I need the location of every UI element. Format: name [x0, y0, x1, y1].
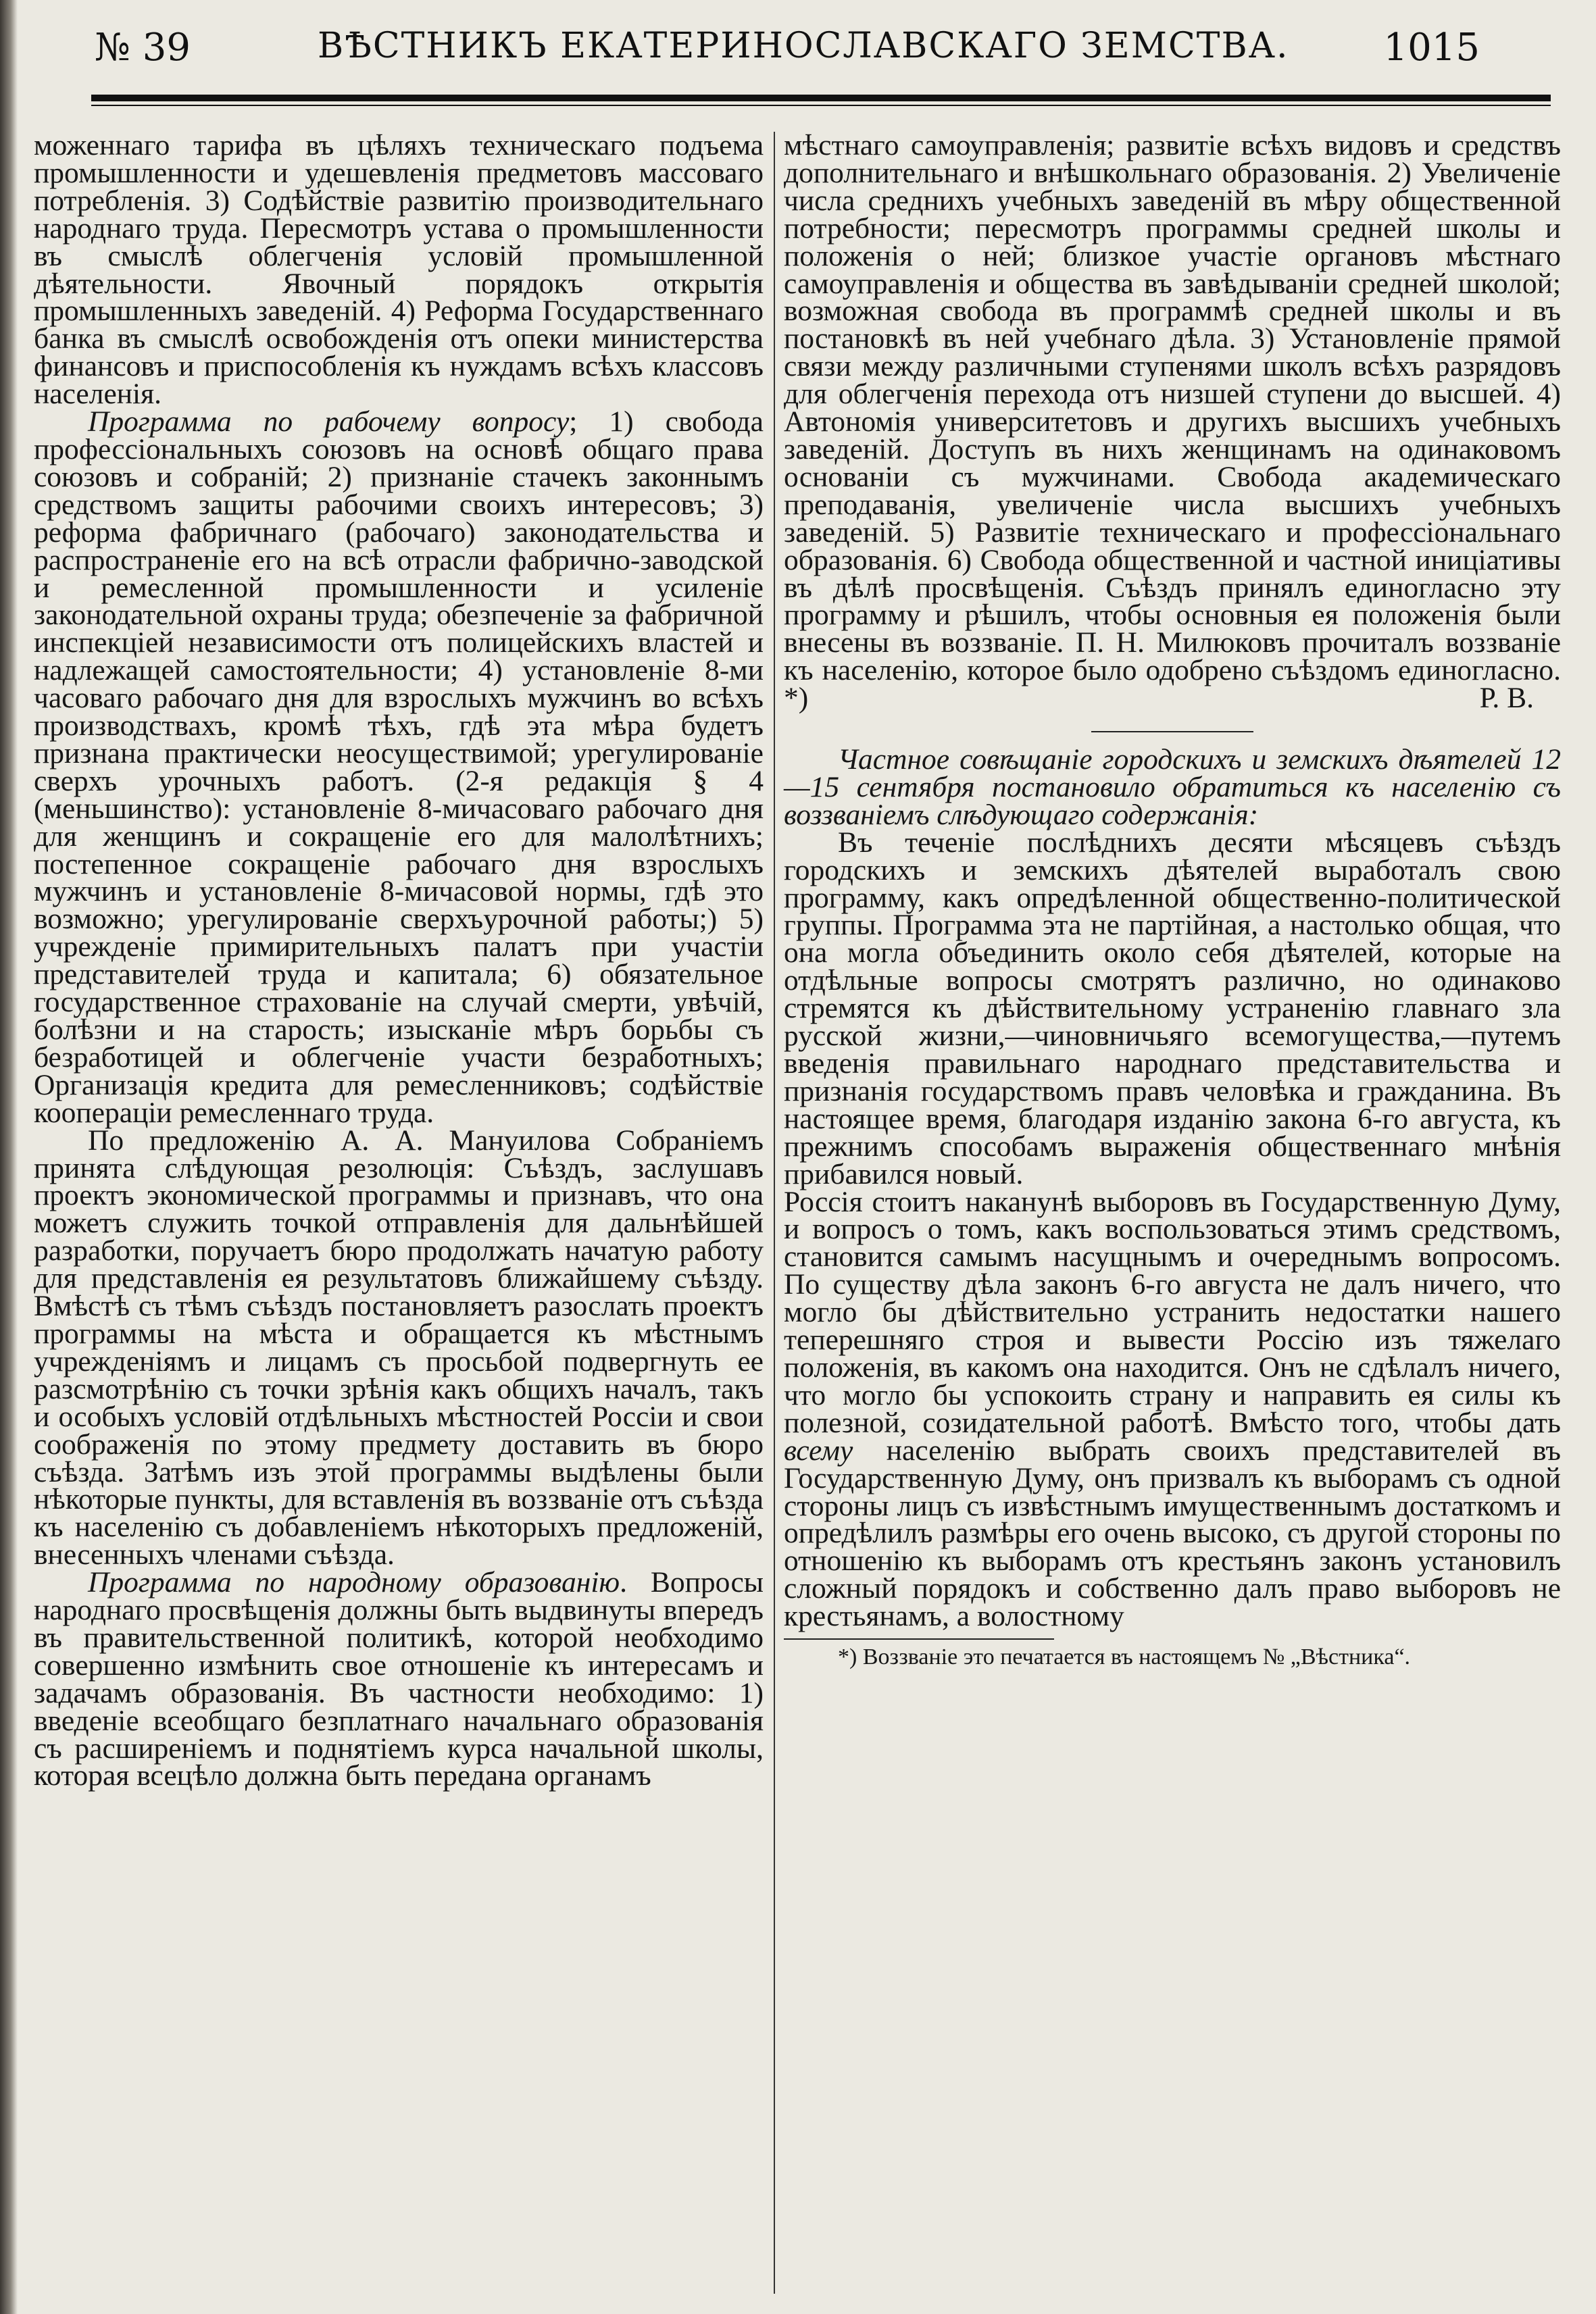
header-rule	[91, 95, 1551, 101]
section-divider	[1091, 731, 1253, 732]
appeal-2-part-a: Россія стоитъ наканунѣ выборовъ въ Государственную Думу, и вопросъ о томъ, какъ воспользоваться этимъ средствомъ, становится самымъ насущнымъ и очереднымъ вопросомъ. По существу дѣла законъ 6-го августа не далъ ничего, что могло бы дѣйствительно устранить недостатки нашего теперешняго строя и вывести Россію изъ тяжелаго положенія, въ какомъ она находится. Онъ не сдѣлалъ ничего, что могло бы успокоить страну и направить ея силы къ полезной, созидательной работѣ. Вмѣсто того, чтобы дать	[784, 1185, 1561, 1439]
page-number: 1015	[1383, 26, 1480, 70]
binding-shadow	[0, 0, 18, 2314]
paragraph-education-continued: мѣстнаго самоуправленія; развитіе всѣхъ видовъ и средствъ дополнительнаго и внѣшкольнаго образованія. 2) Увеличеніе числа среднихъ учебныхъ заведеній въ мѣру общественной потребности; пересмотръ программы средней школы и положенія о ней; близкое участіе органовъ мѣстнаго самоуправленія и общества въ завѣдываніи средней школой; возможная свобода въ программѣ средней школы и въ постановкѣ въ ней учебнаго дѣла. 3) Установленіе прямой связи между различными ступенями школъ всѣхъ разрядовъ для облегченія перехода отъ низшей ступени до высшей. 4) Автономія университетовъ и другихъ высшихъ учебныхъ заведеній. Доступъ въ нихъ женщинамъ на одинаковомъ основаніи съ мужчинами. Свобода академическаго преподаванія, увеличеніе числа высшихъ учебныхъ заведеній. 5) Развитіе техническаго и профессіональнаго образованія. 6) Свобода общественной и частной иниціативы въ дѣлѣ просвѣщенія. Съѣздъ принялъ единогласно эту программу и рѣшилъ, чтобы основныя ея положенія были внесены въ воззваніе. П. Н. Милюковъ прочиталъ воззваніе къ населенію, которое было одобрено съѣздомъ единогласно. *)	[784, 129, 1561, 715]
labor-program-heading: Программа по рабочему вопросу	[88, 405, 570, 438]
right-column	[784, 129, 1561, 1671]
education-program-heading: Программа по народному образованію	[88, 1566, 620, 1599]
paragraph-education-program	[34, 1566, 764, 1792]
running-head	[88, 26, 1480, 86]
paragraph-conference-intro: Частное совѣщаніе городскихъ и земскихъ дѣятелей 12—15 сентября постановило обратиться къ населенію съ воззваніемъ слѣдующаго содержанія:	[784, 743, 1561, 831]
paragraph-labor-program	[34, 405, 764, 1129]
journal-title: ВѢСТНИКЪ ЕКАТЕРИНОСЛАВСКАГО ЗЕМСТВА.	[318, 26, 1289, 66]
footnote: *) Воззваніе это печатается въ настоящемъ № „Вѣстника“.	[838, 1644, 1411, 1670]
paragraph-resolution: По предложенію А. А. Мануилова Собраніемъ принята слѣдующая резолюція: Съѣздъ, заслушавъ проектъ экономической программы и признавъ, что она можетъ служить точкой отправленія для дальнѣйшей разработки, поручаетъ бюро продолжать начатую работу для представленія ея результатовъ ближайшему съѣзду. Вмѣстѣ съ тѣмъ съѣздъ постановляетъ разослать проектъ программы на мѣста и обращается къ мѣстнымъ учрежденіямъ и лицамъ съ просьбой подвергнуть ее разсмотрѣнію съ точки зрѣнія какъ общихъ началъ, такъ и особыхъ условій отдѣльныхъ мѣстностей Россіи и свои соображенія по этому предмету доставить въ бюро съѣзда. Затѣмъ изъ этой программы выдѣлены были нѣкоторые пункты, для вставленія въ воззваніе отъ съѣзда къ населенію съ добавленіемъ нѣкоторыхъ предложеній, внесенныхъ членами съѣзда.	[34, 1124, 764, 1571]
paragraph-economic-program-end: моженнаго тарифа въ цѣляхъ техническаго подъема промышленности и удешевленія предметовъ массоваго потребленія. 3) Содѣйствіе развитію производительнаго народнаго труда. Пересмотръ устава о промышленности въ смыслѣ облегченія условій промышленной дѣятельности. Явочный порядокъ открытія промышленныхъ заведеній. 4) Реформа Государственнаго банка въ смыслѣ освобожденія отъ опеки министерства финансовъ и приспособленія къ нуждамъ всѣхъ классовъ населенія.	[34, 129, 764, 411]
column-divider	[774, 132, 775, 2294]
header-rule-thin	[91, 105, 1551, 106]
education-program-text: . Вопросы народнаго просвѣщенія должны быть выдвинуты впередъ въ правительственной политикѣ, которой необходимо совершенно измѣнить свое отношеніе къ интересамъ и задачамъ образованія. Въ частности необходимо: 1) введеніе всеобщаго безплатнаго начальнаго образованія съ расширеніемъ и поднятіемъ курса начальной школы, которая всецѣло должна быть передана органамъ	[34, 1566, 764, 1792]
labor-program-text: ; 1) свобода профессіональныхъ союзовъ на основѣ общаго права союзовъ и собраній; 2) признаніе стачекъ законнымъ средствомъ защиты рабочими своихъ интересовъ; 3) реформа фабричнаго (рабочаго) законодательства и распространеніе его на всѣ отрасли фабрично-заводской и ремесленной промышленности и усиленіе законодательной охраны труда; обезпеченіе за фабричной инспекціей независимости отъ полицейскихъ властей и надлежащей самостоятельности; 4) установленіе 8-ми часоваго рабочаго дня для взрослыхъ мужчинъ во всѣхъ производствахъ, кромѣ тѣхъ, гдѣ эта мѣра будетъ признана практически неосуществимой; урегулированіе сверхъ урочныхъ работъ. (2-я редакція § 4 (меньшинство): установленіе 8-мичасоваго рабочаго дня для женщинъ и сокращеніе его для малолѣтнихъ; постепенное сокращеніе рабочаго дня взрослыхъ мужчинъ и установленіе 8-мичасовой нормы, гдѣ это возможно; урегулированіе сверхъурочной работы;) 5) учрежденіе примирительныхъ палатъ при участіи представителей труда и капитала; 6) обязательное государственное страхованіе на случай смерти, увѣчій, болѣзни и на старость; изысканіе мѣръ борьбы съ безработицей и облегченіе участи безработныхъ; Организація кредита для ремесленниковъ; содѣйствіе коопераціи ремесленнаго труда.	[34, 405, 764, 1129]
author-signature: Р. В.	[1479, 682, 1534, 715]
footnote-rule	[784, 1638, 1054, 1640]
paragraph-appeal-2	[784, 1185, 1561, 1633]
left-column	[34, 129, 764, 1792]
appeal-2-part-b: населенію выбрать своихъ представителей въ Государственную Думу, онъ призвалъ къ выборамъ съ одной стороны лицъ съ извѣстнымъ имущественнымъ достаткомъ и опредѣлилъ размѣры его очень высоко, съ другой стороны по отношенію къ выборамъ отъ крестьянъ законъ установилъ сложный порядокъ и собственно далъ право выборовъ не крестьянамъ, а волостному	[784, 1434, 1561, 1633]
issue-number: № 39	[95, 26, 191, 70]
appeal-2-emphasis: всему	[784, 1434, 853, 1467]
paragraph-appeal-1: Въ теченіе послѣднихъ десяти мѣсяцевъ съѣздъ городскихъ и земскихъ дѣятелей выработалъ свою программу, какъ опредѣленной общественно-политической группы. Программа эта не партійная, а настолько общая, что она могла объединить около себя дѣятелей, которые на отдѣльные вопросы смотрятъ различно, но одинаково стремятся къ дѣйствительному устраненію главнаго зла русской жизни,—чиновничьяго всемогущества,—путемъ введенія правильнаго народнаго представительства и признанія государствомъ правъ человѣка и гражданина. Въ настоящее время, благодаря изданію закона 6-го августа, къ прежнимъ способамъ выраженія общественнаго мнѣнія прибавился новый.	[784, 826, 1561, 1190]
